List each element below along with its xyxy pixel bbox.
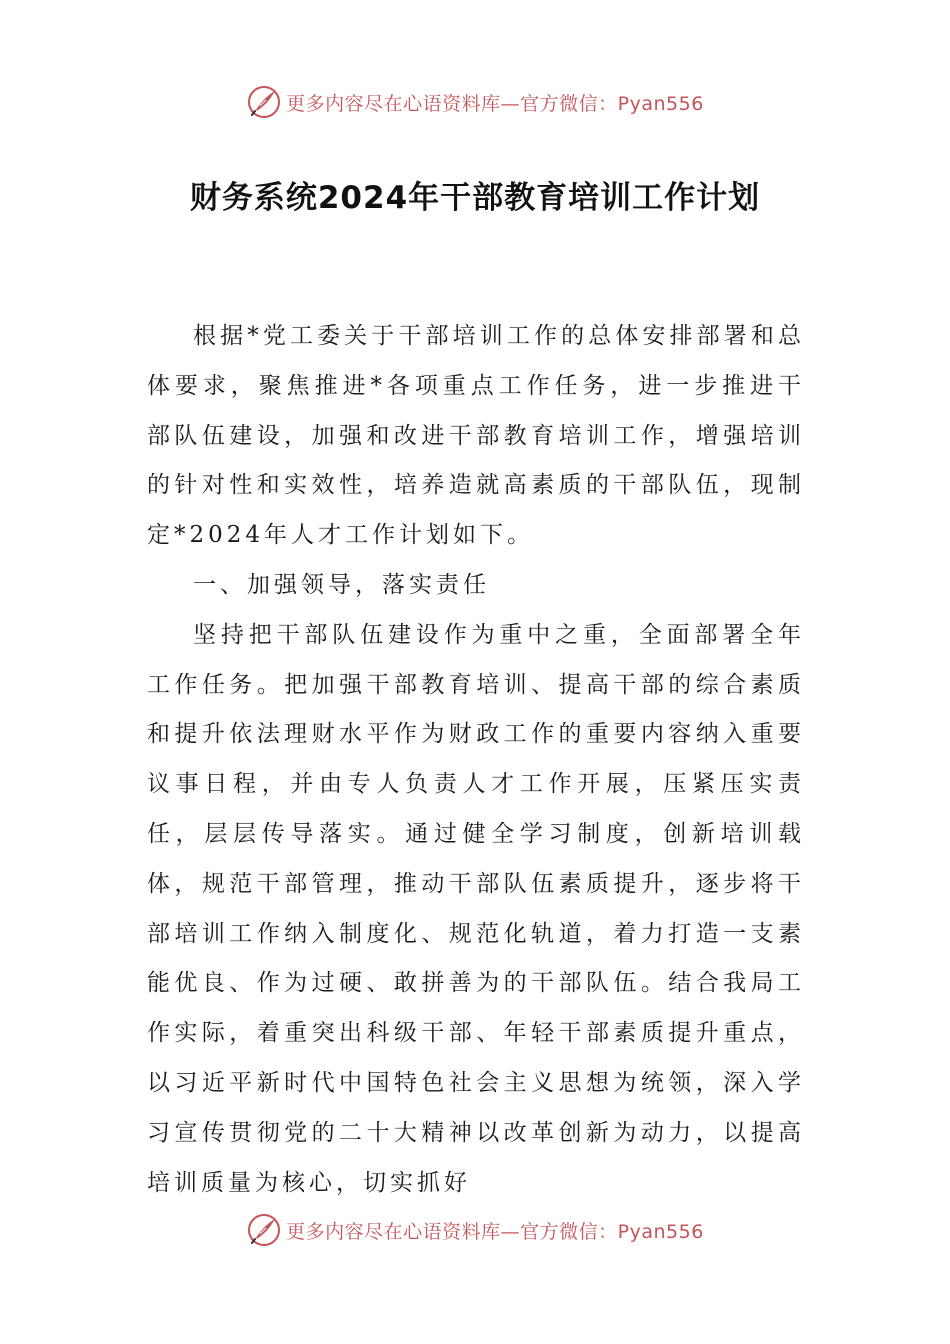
section-heading-1: 一、加强领导，落实责任 (193, 571, 490, 598)
watermark-text (286, 89, 704, 116)
wechat-id: Pyan556 (617, 1220, 704, 1243)
wechat-id: Pyan556 (617, 92, 704, 115)
quill-logo-icon (246, 84, 282, 120)
quill-logo-icon (246, 1212, 282, 1248)
document-body (147, 312, 805, 1208)
document-title: 财务系统2024年干部教育培训工作计划 (189, 180, 761, 216)
watermark-text (286, 1217, 704, 1244)
paragraph-intro: 根据*党工委关于干部培训工作的总体安排部署和总体要求，聚焦推进*各项重点工作任务，进一步推进干部队伍建设，加强和改进干部教育培训工作，增强培训的针对性和实效性，培养造就高素质的干部队伍，现制定*2024年人才工作计划如下。 (147, 323, 805, 549)
watermark-label: 更多内容尽在心语资料库—官方微信： (286, 1220, 618, 1243)
paragraph-section-1: 坚持把干部队伍建设作为重中之重，全面部署全年工作任务。把加强干部教育培训、提高干部的综合素质和提升依法理财水平作为财政工作的重要内容纳入重要议事日程，并由专人负责人才工作开展，压紧压实责任，层层传导落实。通过健全学习制度，创新培训载体，规范干部管理，推动干部队伍素质提升，逐步将干部培训工作纳入制度化、规范化轨道，着力打造一支素能优良、作为过硬、敢拼善为的干部队伍。结合我局工作实际，着重突出科级干部、年轻干部素质提升重点，以习近平新时代中国特色社会主义思想为统领，深入学习宣传贯彻党的二十大精神以改革创新为动力，以提高培训质量为核心，切实抓好 (147, 621, 805, 1196)
footer-watermark-banner (0, 1210, 950, 1250)
header-watermark-banner (0, 82, 950, 122)
watermark-label: 更多内容尽在心语资料库—官方微信： (286, 92, 618, 115)
